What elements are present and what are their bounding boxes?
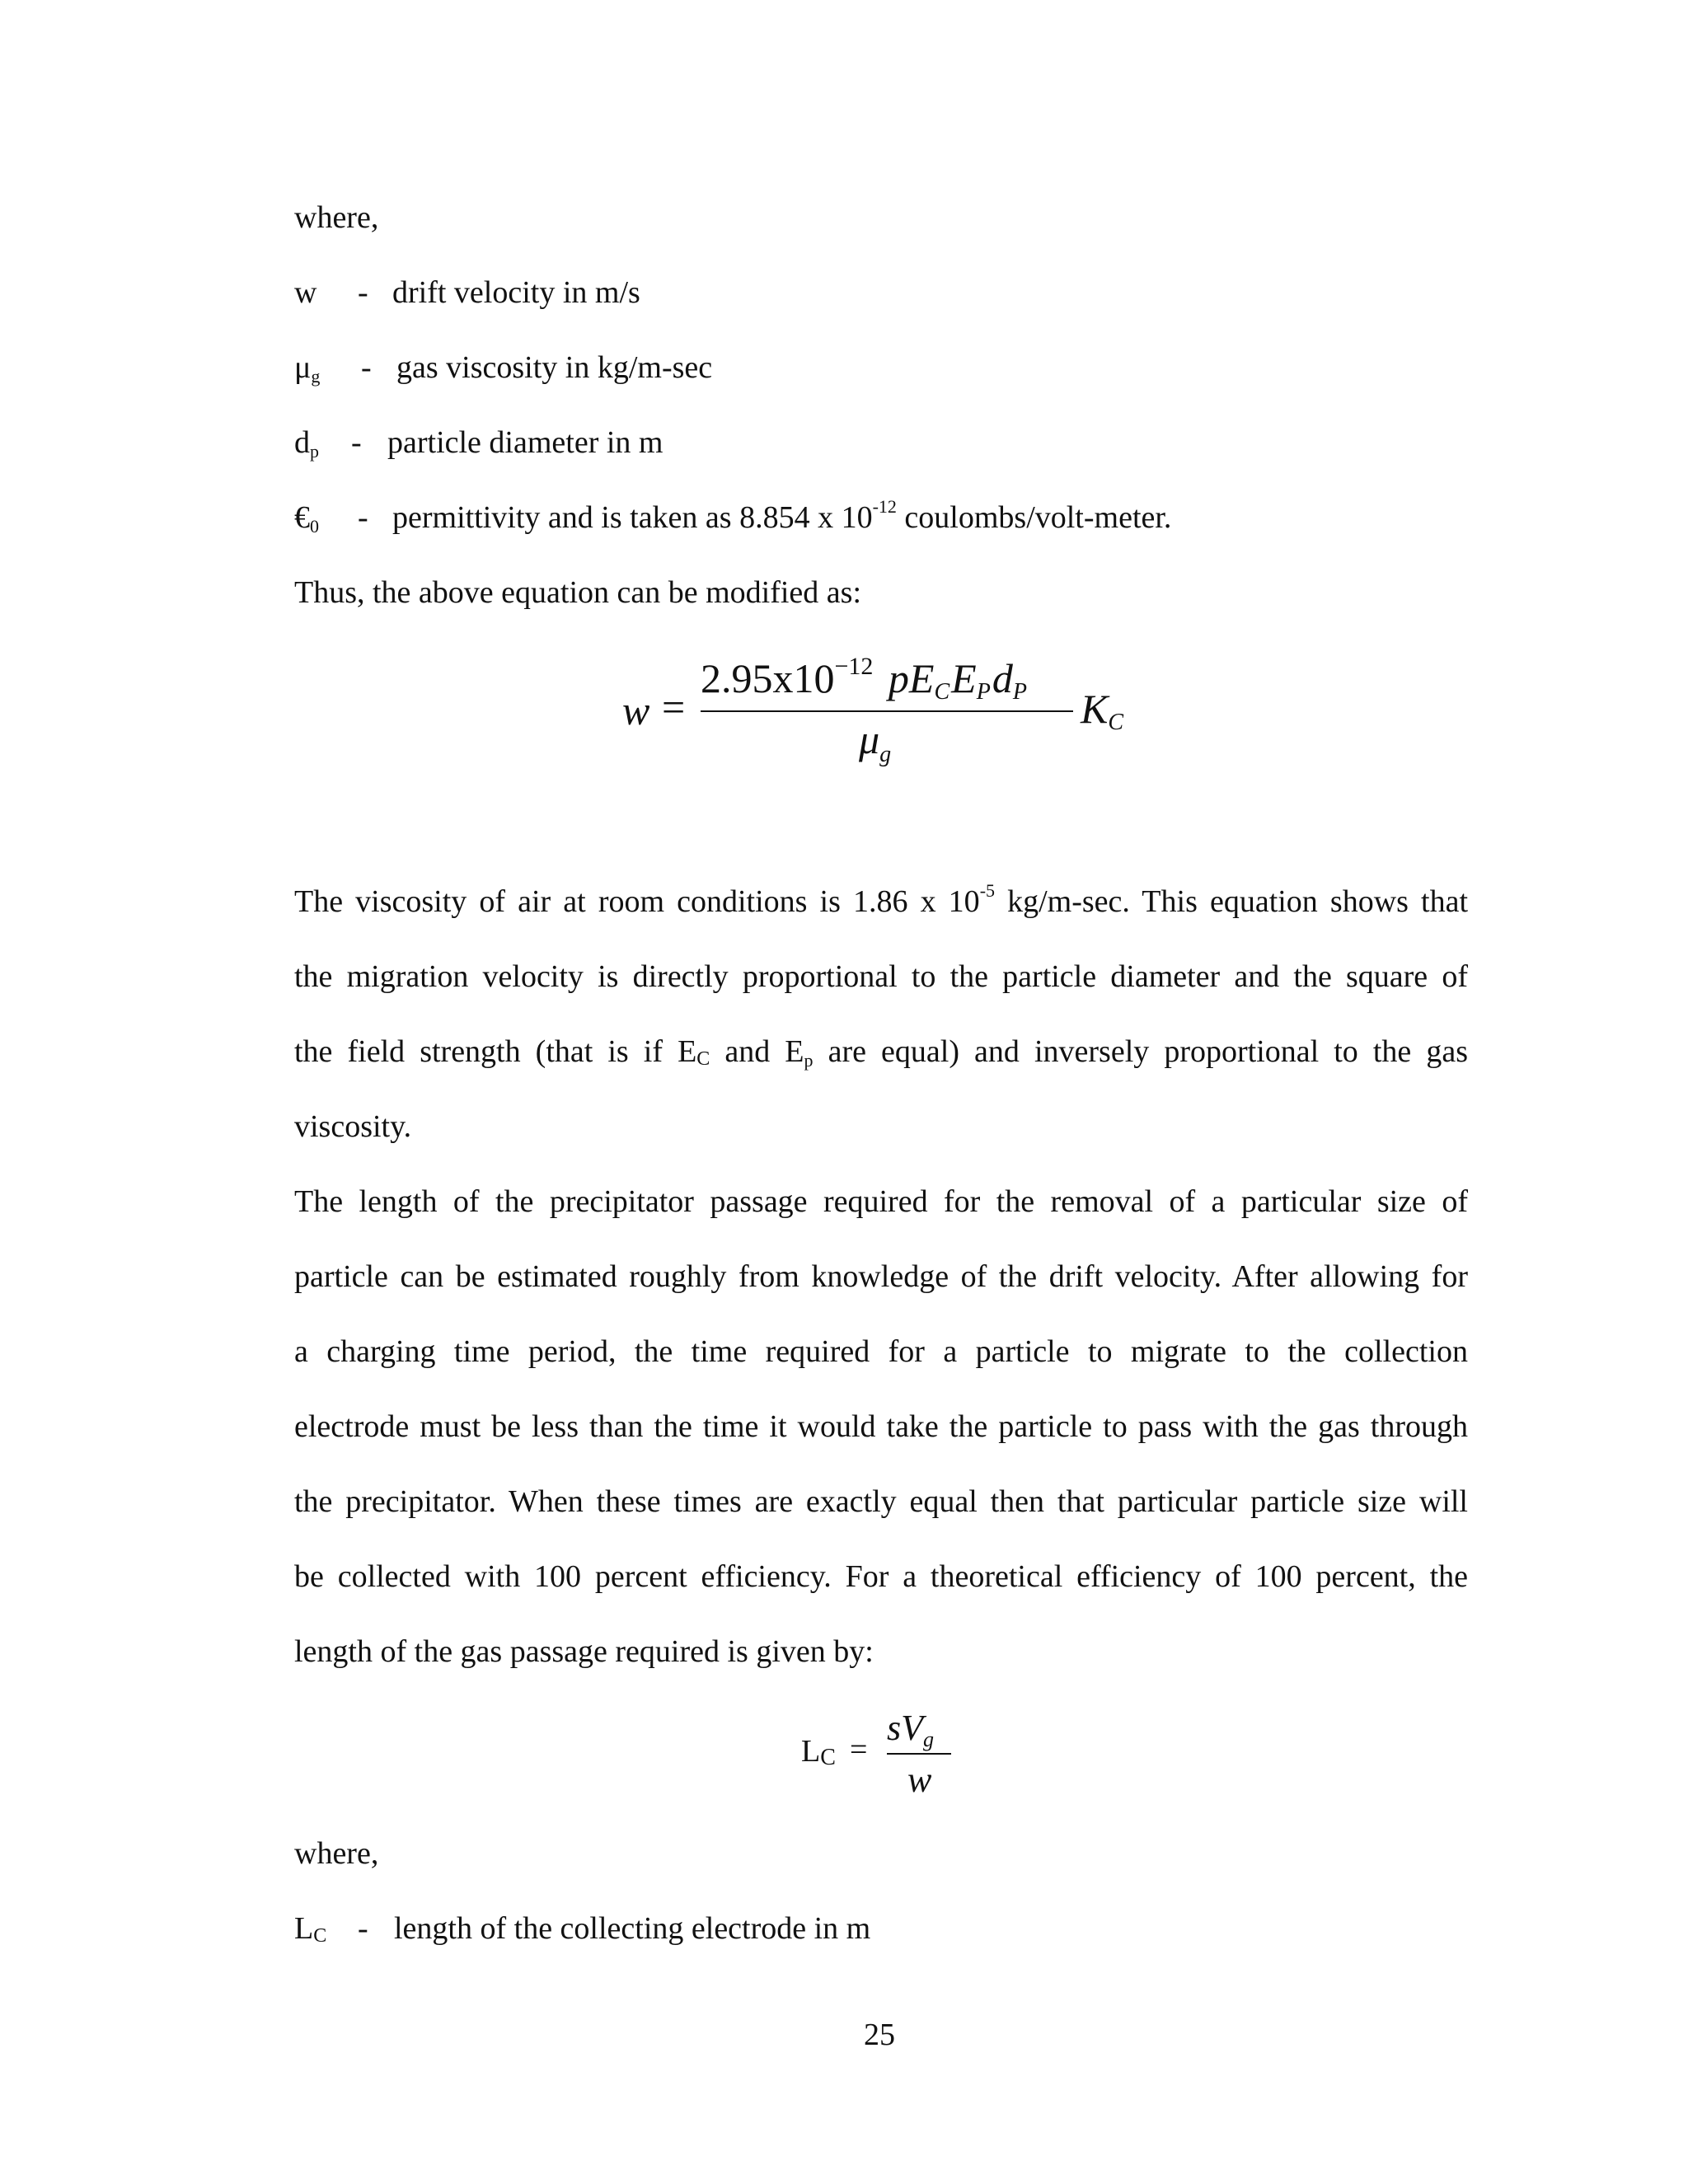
def-lc-desc: length of the collecting electrode in m — [394, 1911, 871, 1946]
eq1-equals: = — [662, 684, 686, 730]
para1-line1: The viscosity of air at room conditions is 1.86 x $10^{-5}$ kg/m-sec. This equation shows that — [294, 880, 1468, 919]
where-label-top: where, — [294, 200, 379, 235]
eq1-K: $K_C$ — [1081, 686, 1124, 735]
page-number: 25 — [864, 2018, 895, 2052]
para1-line2: the migration velocity is directly proportional to the particle diameter and the square of — [294, 959, 1468, 994]
def-mu-dash: - — [361, 350, 372, 385]
para2-line4: electrode must be less than the time it would take the particle to pass with the gas through — [294, 1409, 1468, 1444]
para1-line3: the field strength (that is if $E_C$ and $E_p$ are equal) and inversely proportional to the gas — [294, 1034, 1469, 1071]
eq1-numerator: $2.95x10^{-12}$ $pE_CE_Pd_P$ — [701, 653, 1027, 705]
para2-line3: a charging time period, the time required for a particle to migrate to the collection — [294, 1334, 1468, 1369]
where-label-bottom: where, — [294, 1836, 379, 1871]
def-lc-dash: - — [358, 1911, 368, 1946]
para2-line1: The length of the precipitator passage required for the removal of a particular size of — [294, 1184, 1468, 1219]
def-dp-dash: - — [351, 425, 362, 460]
def-mu-symbol: $\mu_g$ — [294, 350, 321, 387]
eq1-fraction-bar — [701, 710, 1073, 712]
para2-line7: length of the gas passage required is given by: — [294, 1634, 874, 1669]
def-w-desc: drift velocity in m/s — [392, 275, 640, 310]
eq1-denominator: $\mu_g$ — [859, 716, 892, 767]
def-lc-symbol: $L_C$ — [294, 1911, 327, 1947]
def-mu-desc: gas viscosity in kg/m-sec — [396, 350, 713, 385]
def-dp-desc: particle diameter in m — [387, 425, 663, 460]
def-w-symbol: w — [294, 275, 317, 310]
def-eps-symbol: $€_0$ — [294, 500, 319, 537]
thus-line: Thus, the above equation can be modified as: — [294, 575, 862, 610]
eq2-lhs: $L_C$ — [801, 1734, 836, 1770]
def-dp-symbol: $d_p$ — [294, 425, 319, 462]
eq2-equals: = — [850, 1732, 868, 1767]
eq1-lhs: w — [622, 687, 650, 733]
para2-line6: be collected with 100 percent efficiency. For a theoretical efficiency of 100 percent, the — [294, 1559, 1468, 1594]
def-eps-dash: - — [358, 500, 368, 535]
eq2-denominator: w — [907, 1760, 932, 1800]
para1-line4: viscosity. — [294, 1109, 412, 1144]
eq2-numerator: $sV_g$ — [887, 1708, 935, 1751]
para2-line2: particle can be estimated roughly from knowledge of the drift velocity. After allowing for — [294, 1259, 1468, 1294]
eq2-fraction-bar — [887, 1753, 951, 1755]
def-w-dash: - — [358, 275, 368, 310]
def-eps-desc: permittivity and is taken as 8.854 x $10^{-12}$ coulombs/volt-meter. — [392, 496, 1172, 535]
para2-line5: the precipitator. When these times are exactly equal then that particular particle size will — [294, 1484, 1468, 1519]
